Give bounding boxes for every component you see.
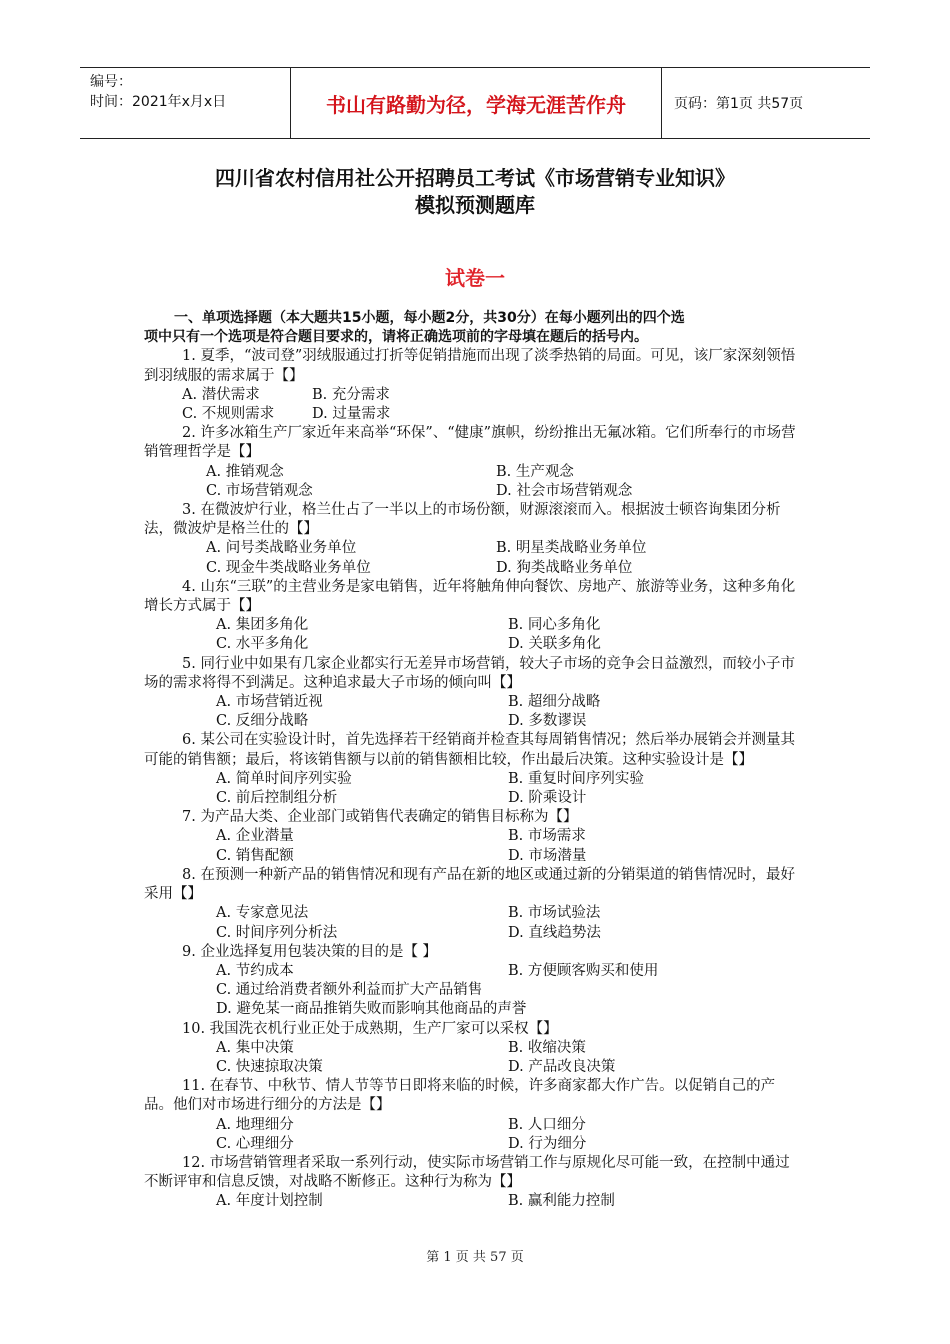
option: B. 同心多角化	[508, 617, 601, 634]
question-5-options	[144, 693, 804, 731]
question-3-options	[144, 539, 804, 577]
question-8-options	[144, 904, 804, 942]
option: A. 推销观念	[206, 463, 284, 480]
question-4-options	[144, 616, 804, 654]
question-11-options	[144, 1116, 804, 1154]
option: B. 方便顾客购买和使用	[508, 962, 659, 979]
option: C. 通过给消费者额外利益而扩大产品销售	[216, 982, 483, 999]
option: C. 时间序列分析法	[216, 924, 338, 941]
option: B. 市场需求	[508, 828, 586, 845]
option: D. 直线趋势法	[508, 924, 601, 941]
option: A. 集团多角化	[216, 617, 309, 634]
option: D. 行为细分	[508, 1135, 587, 1152]
option: C. 前后控制组分析	[216, 790, 338, 807]
section-heading	[144, 309, 804, 347]
option: A. 潜伏需求	[182, 386, 260, 403]
question-7-options	[144, 827, 804, 865]
option: A. 专家意见法	[216, 905, 309, 922]
option: C. 反细分战略	[216, 713, 309, 730]
option: C. 销售配额	[216, 847, 294, 864]
option: D. 避免某一商品推销失败而影响其他商品的声誉	[216, 1001, 527, 1018]
section-line2: 项中只有一个选项是符合题目要求的，请将正确选项前的字母填在题后的括号内。	[144, 329, 648, 346]
option: D. 阶乘设计	[508, 790, 587, 807]
header-motto-cell	[290, 68, 662, 138]
option: A. 简单时间序列实验	[216, 770, 352, 787]
option: D. 社会市场营销观念	[496, 482, 633, 499]
doc-title-line1: 四川省农村信用社公开招聘员工考试《市场营销专业知识》	[215, 166, 735, 190]
question-2-options	[144, 463, 804, 501]
question-12-options	[144, 1192, 804, 1211]
page-header	[80, 67, 870, 139]
question-9-options-long	[144, 981, 804, 1019]
question-10: 10. 我国洗衣机行业正处于成熟期，生产厂家可以采权【】	[182, 1020, 558, 1037]
option: A. 市场营销近视	[216, 694, 323, 711]
question-2: 2. 许多冰箱生产厂家近年来高举“环保”、“健康”旗帜，纷纷推出无氟冰箱。它们所奉行的市场营销管理哲学是【】	[144, 425, 796, 461]
option: B. 收缩决策	[508, 1039, 586, 1056]
number-label: 编号：	[90, 74, 132, 90]
question-6: 6. 某公司在实验设计时，首先选择若干经销商并检查其每周销售情况；然后举办展销会并测量其可能的销售额；最后，将该销售额与以前的销售额相比较，作出最后决策。这种实验设计是【】	[144, 732, 795, 768]
option: B. 明星类战略业务单位	[496, 540, 647, 557]
option: A. 年度计划控制	[216, 1193, 323, 1210]
option: B. 超细分战略	[508, 694, 601, 711]
option: D. 过量需求	[312, 406, 391, 423]
question-4: 4. 山东“三联”的主营业务是家电销售，近年将触角伸向餐饮、房地产、旅游等业务，这种多角化增长方式属于【】	[144, 578, 796, 615]
page-info: 页码：第1页 共57页	[674, 96, 804, 112]
option: C. 心理细分	[216, 1135, 294, 1152]
question-10-options	[144, 1039, 804, 1077]
date-label: 时间：2021年x月x日	[90, 94, 227, 110]
option: B. 人口细分	[508, 1116, 586, 1133]
question-7: 7. 为产品大类、企业部门或销售代表确定的销售目标称为【】	[182, 809, 578, 826]
doc-title-line2: 模拟预测题库	[415, 193, 535, 217]
question-1: 1. 夏季，“波司登”羽绒服通过打折等促销措施而出现了淡季热销的局面。可见，该厂家深刻领悟到羽绒服的需求属于【】	[144, 348, 796, 384]
question-list	[144, 309, 804, 1212]
option: D. 关联多角化	[508, 636, 601, 653]
option: A. 节约成本	[216, 962, 294, 979]
option: C. 市场营销观念	[206, 482, 313, 499]
header-right	[662, 68, 870, 138]
option: B. 市场试验法	[508, 905, 601, 922]
question-12: 12. 市场营销管理者采取一系列行动，使实际市场营销工作与原规化尽可能一致，在控制中通过不断评审和信息反馈，对战略不断修正。这种行为称为【】	[144, 1154, 790, 1191]
exam-title: 试卷一	[445, 266, 505, 290]
option: D. 狗类战略业务单位	[496, 559, 633, 576]
option: D. 产品改良决策	[508, 1058, 616, 1075]
question-8: 8. 在预测一种新产品的销售情况和现有产品在新的地区或通过新的分销渠道的销售情况时，最好采用【】	[144, 866, 795, 903]
option: D. 多数谬误	[508, 713, 587, 730]
option: C. 水平多角化	[216, 636, 309, 653]
option: C. 快速掠取决策	[216, 1058, 323, 1075]
option: C. 不规则需求	[182, 406, 275, 423]
motto: 书山有路勤为径，学海无涯苦作舟	[326, 92, 626, 117]
option: C. 现金牛类战略业务单位	[206, 559, 371, 576]
option: A. 企业潜量	[216, 828, 294, 845]
option: A. 地理细分	[216, 1116, 294, 1133]
option: B. 充分需求	[312, 386, 390, 403]
question-11: 11. 在春节、中秋节、情人节等节日即将来临的时候，许多商家都大作广告。以促销自己的产品。他们对市场进行细分的方法是【】	[144, 1078, 776, 1114]
option: B. 重复时间序列实验	[508, 770, 644, 787]
question-6-options	[144, 770, 804, 808]
option: D. 市场潜量	[508, 847, 587, 864]
question-3: 3. 在微波炉行业，格兰仕占了一半以上的市场份额，财源滚滚而入。根据波士顿咨询集团分析法，微波炉是格兰仕的【】	[144, 502, 781, 538]
section-line1: 一、单项选择题（本大题共15小题，每小题2分，共30分）在每小题列出的四个选	[174, 310, 685, 326]
question-1-options	[144, 386, 804, 424]
option: B. 生产观念	[496, 463, 574, 480]
question-9: 9. 企业选择复用包装决策的目的是【 】	[182, 943, 438, 960]
option: B. 赢利能力控制	[508, 1193, 615, 1210]
page-footer: 第 1 页 共 57 页	[426, 1250, 524, 1265]
question-9-options	[144, 962, 804, 981]
header-left	[80, 68, 290, 138]
option: A. 问号类战略业务单位	[206, 540, 357, 557]
question-5: 5. 同行业中如果有几家企业都实行无差异市场营销，较大子市场的竞争会日益激烈，而较小子市场的需求将得不到满足。这种追求最大子市场的倾向叫【】	[144, 655, 795, 691]
option: A. 集中决策	[216, 1039, 294, 1056]
